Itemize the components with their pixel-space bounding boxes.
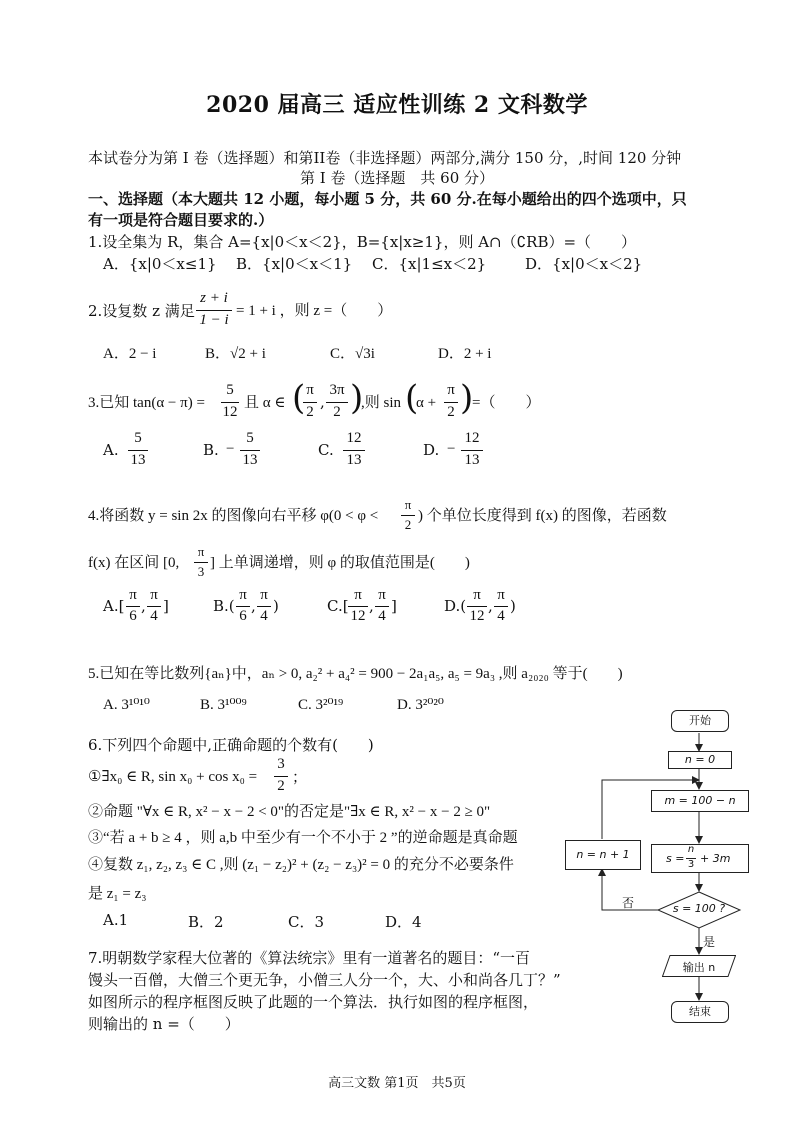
question-7-line3: 如图所示的程序框图反映了此题的一个算法．执行如图的程序框图， bbox=[88, 993, 539, 1011]
question-4-line2-suffix: ] 上单调递增，则 φ 的取值范围是( ) bbox=[210, 555, 470, 571]
fraction-bar bbox=[274, 776, 288, 777]
question-3-option-d-den: 13 bbox=[464, 452, 480, 468]
question-3-interval-a-den: 2 bbox=[306, 404, 314, 420]
question-1-stem: 1.设全集为 R，集合 A={x|0＜x＜2}，B={x|x≥1}，则 A∩（∁RB）=（ ） bbox=[88, 233, 637, 251]
comma: , bbox=[488, 597, 493, 615]
question-3-option-d-num: 12 bbox=[464, 430, 480, 446]
question-2-fraction-numerator: z + i bbox=[200, 290, 228, 306]
question-3-fraction-den: 12 bbox=[222, 404, 238, 420]
question-4-line1-num: π bbox=[404, 497, 412, 512]
question-4-option-d-close: ) bbox=[510, 597, 516, 615]
flowchart-no-label: 否 bbox=[622, 896, 635, 910]
question-7-line1: 7.明朝数学家程大位著的《算法统宗》里有一道著名的题目：“一百 bbox=[88, 949, 530, 967]
fraction-bar bbox=[343, 450, 365, 451]
comma: , bbox=[320, 393, 325, 411]
question-4-option-b-open: B.( bbox=[213, 597, 235, 615]
question-4-option-a-b-den: 4 bbox=[150, 608, 158, 624]
question-6-option-b: B．2 bbox=[188, 913, 224, 931]
question-4-line1-prefix: 4.将函数 y = sin 2x 的图像向右平移 φ(0 < φ < bbox=[88, 508, 379, 524]
right-paren: ) bbox=[460, 378, 474, 418]
fraction-bar bbox=[194, 562, 208, 563]
question-3-option-b-label: B. bbox=[203, 441, 219, 459]
question-3-option-d-label: D. bbox=[423, 441, 440, 459]
flowchart-s-step bbox=[651, 844, 749, 873]
question-4-line2-num: π bbox=[197, 544, 205, 559]
question-2-stem-suffix: = 1 + i ，则 z =（ ） bbox=[236, 303, 393, 319]
question-3-option-b-den: 13 bbox=[242, 452, 258, 468]
question-4-option-c-a-num: π bbox=[354, 587, 362, 603]
question-4-line1-suffix: ) 个单位长度得到 f(x) 的图像，若函数 bbox=[418, 508, 667, 524]
question-6-prop-1-num: 3 bbox=[277, 756, 285, 772]
question-4-option-a-b-num: π bbox=[150, 587, 158, 603]
left-paren: ( bbox=[405, 378, 419, 418]
question-5-option-a: A. 3¹⁰¹⁰ bbox=[103, 697, 150, 713]
flowchart-condition: s = 100 ? bbox=[672, 902, 726, 915]
fraction-bar bbox=[444, 402, 458, 403]
fraction-bar bbox=[348, 606, 368, 607]
question-1-option-c: C．{x|1≤x＜2} bbox=[372, 255, 487, 273]
question-4-line2-den: 3 bbox=[197, 564, 205, 579]
flowchart-s-prefix: s = bbox=[666, 852, 685, 865]
flowchart-m-step: m = 100 − n bbox=[651, 790, 749, 812]
question-6-prop-4-line1: ④复数 z₁, z₂, z₃ ∈ C ,则 (z₁ − z₂)² + (z₂ − z₃)² = 0 的充分不必要条件 bbox=[88, 857, 514, 873]
question-4-line2-prefix: f(x) 在区间 [0, bbox=[88, 555, 180, 571]
flowchart-s-num: n bbox=[687, 844, 695, 855]
question-2-option-a: A．2 − i bbox=[103, 346, 157, 362]
question-1-option-a: A．{x|0＜x≤1} bbox=[103, 255, 217, 273]
flowchart-update: n = n + 1 bbox=[565, 840, 641, 870]
question-7-line4: 则输出的 n =（ ） bbox=[88, 1015, 240, 1033]
question-4-option-c-close: ] bbox=[391, 597, 397, 615]
question-4-option-b-a-num: π bbox=[239, 587, 247, 603]
question-3-stem-prefix: 3.已知 tan(α − π) = bbox=[88, 395, 205, 411]
question-3-sin-den: 2 bbox=[447, 404, 455, 420]
fraction-bar bbox=[257, 606, 271, 607]
question-4-option-a-open: A.[ bbox=[103, 597, 125, 615]
question-4-line1-den: 2 bbox=[404, 517, 412, 532]
question-3-interval-b-den: 2 bbox=[333, 404, 341, 420]
question-6-prop-2: ②命题 "∀x ∈ R, x² − x − 2 < 0"的否定是"∃x ∈ R, x² − x − 2 ≥ 0" bbox=[88, 804, 491, 820]
question-3-stem-suffix: =（ ） bbox=[472, 395, 541, 411]
question-6-stem: 6.下列四个命题中,正确命题的个数有( ) bbox=[88, 736, 374, 754]
question-6-prop-1-prefix: ①∃x₀ ∈ R, sin x₀ + cos x₀ = bbox=[88, 769, 258, 785]
question-4-option-d-a-num: π bbox=[473, 587, 481, 603]
flowchart-end: 结束 bbox=[671, 1001, 729, 1023]
question-2-option-b: B．√2 + i bbox=[205, 346, 266, 362]
question-4-option-d-b-num: π bbox=[497, 587, 505, 603]
section-heading-line2: 有一项是符合题目要求的.） bbox=[88, 211, 274, 229]
question-6-option-a: A.1 bbox=[103, 911, 129, 929]
question-4-option-d-a-den: 12 bbox=[469, 608, 485, 624]
fraction-bar bbox=[375, 606, 389, 607]
fraction-bar bbox=[401, 515, 415, 516]
fraction-bar bbox=[461, 450, 483, 451]
question-6-prop-4-line2: 是 z₁ = z₃ bbox=[88, 886, 147, 902]
flowchart-yes-label: 是 bbox=[703, 935, 716, 949]
flowchart-output-label: 输出 n bbox=[682, 961, 716, 974]
question-3-option-d-sign: − bbox=[447, 441, 456, 457]
flowchart-init: n = 0 bbox=[668, 751, 732, 769]
comma: , bbox=[141, 597, 146, 615]
fraction-bar bbox=[326, 402, 348, 403]
question-3-option-c-num: 12 bbox=[346, 430, 362, 446]
question-3-interval-a-num: π bbox=[306, 382, 314, 398]
flowchart-output bbox=[662, 955, 736, 977]
part-one-heading: 第 I 卷（选择题 共 60 分） bbox=[299, 169, 495, 187]
question-6-option-c: C．3 bbox=[288, 913, 325, 931]
question-4-option-d-b-den: 4 bbox=[497, 608, 505, 624]
fraction-bar bbox=[236, 606, 250, 607]
question-3-option-c-label: C. bbox=[318, 441, 334, 459]
question-6-prop-3: ③“若 a + b ≥ 4 ，则 a,b 中至少有一个不小于 2 ”的逆命题是真命题 bbox=[88, 830, 518, 846]
fraction-bar bbox=[126, 606, 140, 607]
question-3-option-a-num: 5 bbox=[134, 430, 142, 446]
page-title: 2020 届高三 适应性训练 2 文科数学 bbox=[206, 92, 588, 118]
fraction-bar bbox=[221, 402, 239, 403]
question-5-option-d: D. 3²⁰²⁰ bbox=[397, 697, 444, 713]
question-6-prop-1-suffix: ； bbox=[292, 768, 308, 786]
question-2-stem-prefix: 2.设复数 z 满足 bbox=[88, 302, 195, 320]
fraction-bar bbox=[303, 402, 317, 403]
question-3-sin-num: π bbox=[447, 382, 455, 398]
question-3-fraction-num: 5 bbox=[226, 382, 234, 398]
question-3-option-a-label: A. bbox=[103, 441, 119, 459]
question-4-option-a-close: ] bbox=[163, 597, 169, 615]
comma: , bbox=[369, 597, 374, 615]
question-3-stem-mid2: ,则 sin bbox=[361, 395, 402, 411]
question-3-stem-mid: 且 α ∈ bbox=[244, 395, 286, 411]
question-3-option-b-sign: − bbox=[226, 441, 235, 457]
question-3-sin-arg: α + bbox=[416, 395, 437, 411]
question-2-option-c: C．√3i bbox=[330, 346, 375, 362]
question-3-option-c-den: 13 bbox=[346, 452, 362, 468]
fraction-bar bbox=[240, 450, 260, 451]
question-4-option-a-a-num: π bbox=[129, 587, 137, 603]
fraction-bar bbox=[128, 450, 148, 451]
fraction-bar bbox=[494, 606, 508, 607]
question-4-option-b-b-num: π bbox=[260, 587, 268, 603]
question-4-option-c-a-den: 12 bbox=[350, 608, 366, 624]
question-4-option-c-b-num: π bbox=[378, 587, 386, 603]
question-4-option-c-open: C.[ bbox=[327, 597, 349, 615]
question-4-option-b-b-den: 4 bbox=[260, 608, 268, 624]
right-paren: ) bbox=[350, 378, 364, 418]
page-footer: 高三文数 第1页 共5页 bbox=[328, 1076, 466, 1091]
section-heading-line1: 一、选择题（本大题共 12 小题，每小题 5 分，共 60 分.在每小题给出的四个选项中，只 bbox=[88, 190, 687, 208]
question-4-option-a-a-den: 6 bbox=[129, 608, 137, 624]
question-6-prop-1-den: 2 bbox=[277, 778, 285, 794]
question-5-option-b: B. 3¹⁰⁰⁹ bbox=[200, 697, 247, 713]
question-4-option-b-a-den: 6 bbox=[239, 608, 247, 624]
question-5-stem: 5.已知在等比数列{aₙ}中，aₙ > 0, a₂² + a₄² = 900 − 2a₁a₅, a₅ = 9a₃ ,则 a₂₀₂₀ 等于( ) bbox=[88, 666, 623, 682]
fraction-bar bbox=[196, 310, 232, 311]
flowchart-s-den: 3 bbox=[687, 859, 695, 870]
question-5-option-c: C. 3²⁰¹⁹ bbox=[298, 697, 344, 713]
question-3-option-a-den: 13 bbox=[130, 452, 146, 468]
question-3-option-b-num: 5 bbox=[246, 430, 254, 446]
flowchart-start: 开始 bbox=[671, 710, 729, 732]
question-1-option-d: D．{x|0＜x＜2} bbox=[525, 255, 643, 273]
question-4-option-b-close: ) bbox=[273, 597, 279, 615]
left-paren: ( bbox=[292, 378, 306, 418]
question-3-interval-b-num: 3π bbox=[329, 382, 345, 398]
exam-intro: 本试卷分为第 I 卷（选择题）和第II卷（非选择题）两部分,满分 150 分，,时间 120 分钟 bbox=[88, 149, 682, 167]
question-4-option-d-open: D.( bbox=[444, 597, 467, 615]
question-1-option-b: B．{x|0＜x＜1} bbox=[236, 255, 353, 273]
question-6-option-d: D．4 bbox=[385, 913, 422, 931]
question-4-option-c-b-den: 4 bbox=[378, 608, 386, 624]
question-7-line2: 馒头一百僧，大僧三个更无争，小僧三人分一个，大、小和尚各几丁？” bbox=[88, 971, 561, 989]
fraction-bar bbox=[467, 606, 487, 607]
question-2-option-d: D．2 + i bbox=[438, 346, 492, 362]
comma: , bbox=[251, 597, 256, 615]
flowchart-s-suffix: + 3m bbox=[700, 852, 731, 865]
fraction-bar bbox=[147, 606, 161, 607]
question-2-fraction-denominator: 1 − i bbox=[199, 312, 229, 328]
